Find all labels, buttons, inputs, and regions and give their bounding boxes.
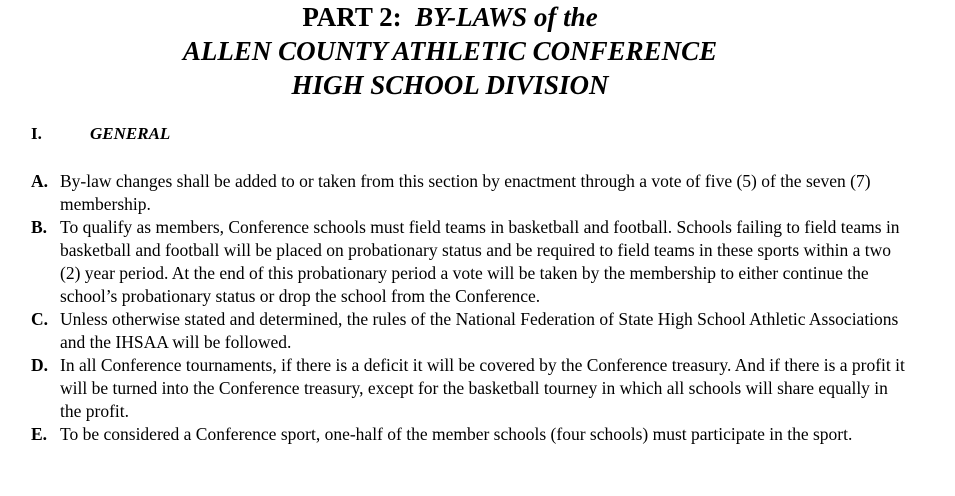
section-number: I. xyxy=(31,124,42,143)
bylaw-list xyxy=(31,170,911,446)
title-line-3: HIGH SCHOOL DIVISION xyxy=(291,70,609,100)
title-part-label: PART 2: xyxy=(302,2,402,32)
bylaw-item-text: In all Conference tournaments, if there is a deficit it will be covered by the Conference treasury. And if there is a profit it will be turned into the Conference treasury, except for the basketball tourney in which all schools will share equally in the profit. xyxy=(60,355,905,421)
bylaw-item-d xyxy=(31,354,911,423)
section-heading xyxy=(31,124,170,144)
bylaw-item-letter: C. xyxy=(31,309,49,329)
bylaw-item-letter: A. xyxy=(31,171,49,191)
bylaw-item-a xyxy=(31,170,911,216)
bylaw-item-text: To be considered a Conference sport, one-half of the member schools (four schools) must participate in the sport. xyxy=(60,424,853,444)
bylaw-item-b xyxy=(31,216,911,308)
bylaw-item-c xyxy=(31,308,911,354)
bylaw-item-letter: D. xyxy=(31,355,49,375)
bylaw-item-text: To qualify as members, Conference schools must field teams in basketball and football. Schools failing to field teams in basketball and football will be placed on probationary status and be required to field teams in these sports within a two (2) year period. At the end of this probationary period a vote will be taken by the membership to either continue the school’s probationary status or drop the school from the Conference. xyxy=(60,217,900,306)
title-bylaws-text: BY-LAWS of the xyxy=(415,2,598,32)
title-line-1 xyxy=(0,0,900,34)
bylaw-item-letter: B. xyxy=(31,217,48,237)
bylaw-item-letter: E. xyxy=(31,424,48,444)
title-line-2: ALLEN COUNTY ATHLETIC CONFERENCE xyxy=(182,36,718,66)
bylaw-item-text: By-law changes shall be added to or taken from this section by enactment through a vote of five (5) of the seven (7) membership. xyxy=(60,171,871,214)
document-title xyxy=(0,0,900,102)
bylaw-item-text: Unless otherwise stated and determined, the rules of the National Federation of State High School Athletic Associations and the IHSAA will be followed. xyxy=(60,309,899,352)
section-label: GENERAL xyxy=(90,124,171,143)
bylaw-item-e xyxy=(31,423,911,446)
